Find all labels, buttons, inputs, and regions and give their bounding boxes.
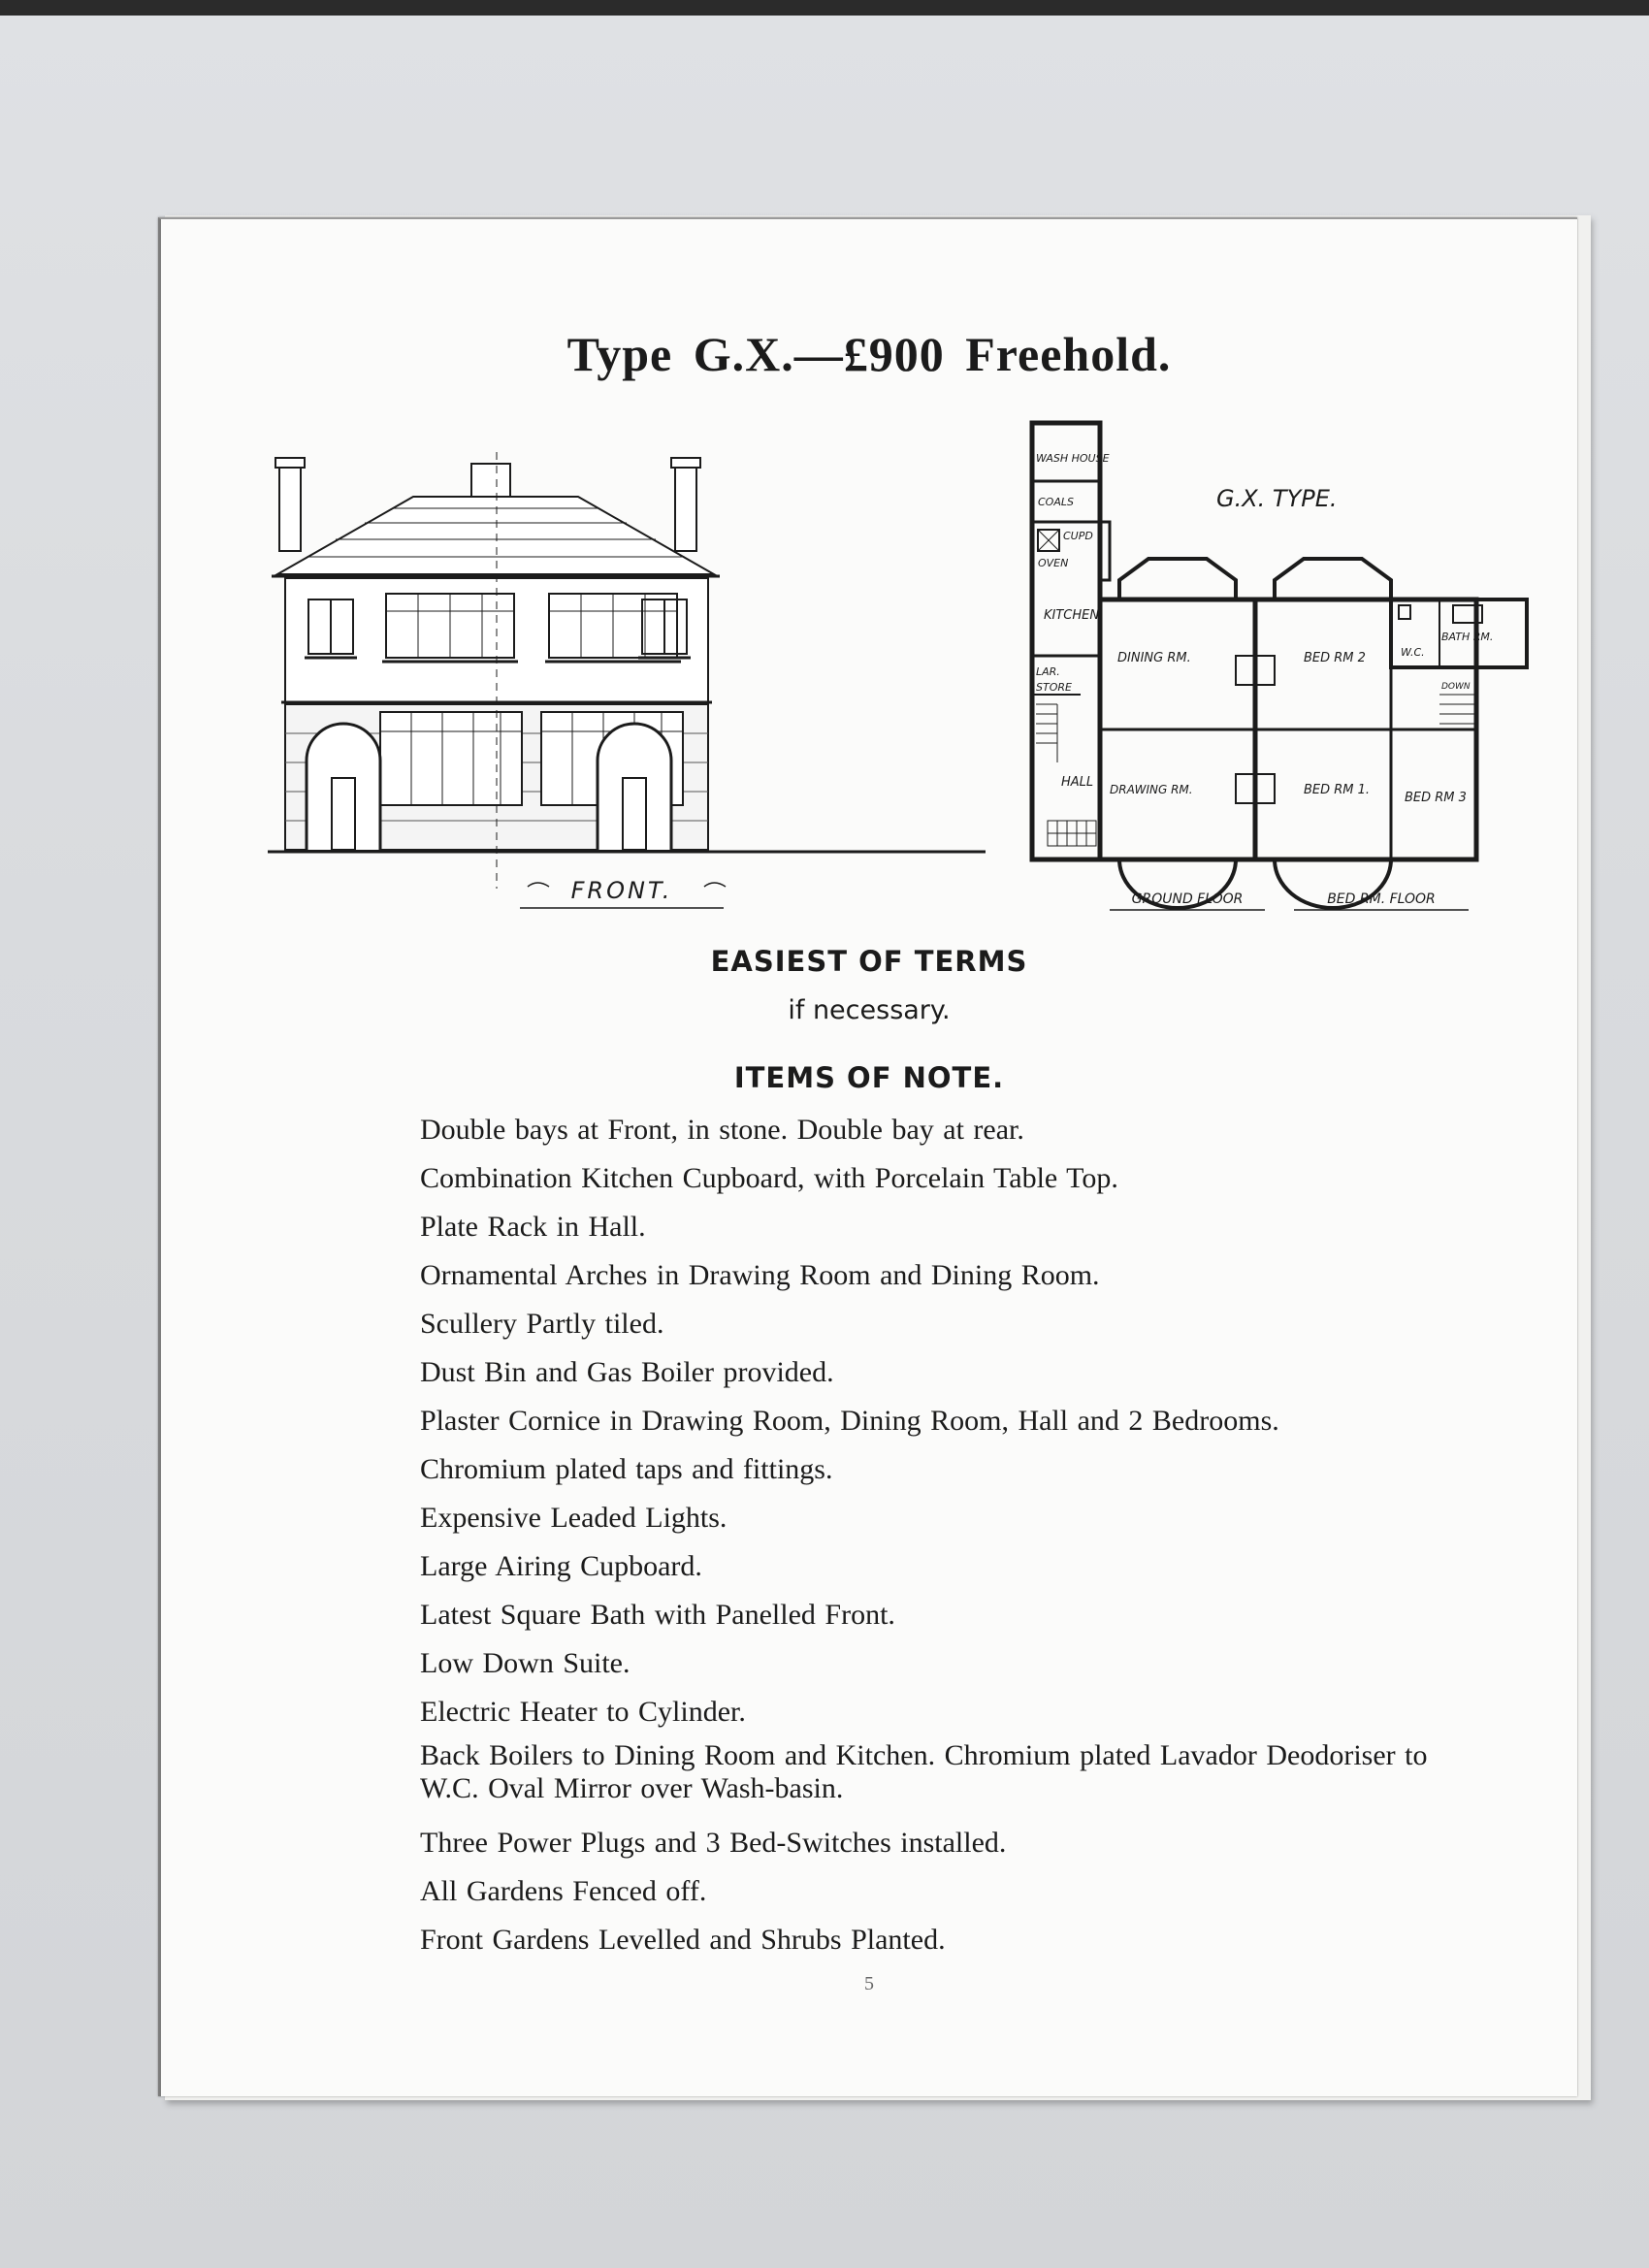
list-item: Front Gardens Levelled and Shrubs Planted. bbox=[420, 1924, 946, 1956]
room-bed2: BED RM 2 bbox=[1304, 651, 1366, 665]
scan-top-edge bbox=[0, 0, 1649, 16]
room-wash-house: WASH HOUSE bbox=[1036, 452, 1110, 465]
room-store: STORE bbox=[1036, 681, 1072, 694]
list-item: Plaster Cornice in Drawing Room, Dining Room, Hall and 2 Bedrooms. bbox=[420, 1405, 1279, 1437]
list-item: Low Down Suite. bbox=[420, 1647, 630, 1679]
room-coals: COALS bbox=[1038, 496, 1074, 508]
room-larder: LAR. bbox=[1036, 665, 1060, 678]
plan-type-label: G.X. TYPE. bbox=[1216, 485, 1338, 512]
items-heading: ITEMS OF NOTE. bbox=[733, 1061, 1005, 1094]
ground-floor-caption: GROUND FLOOR bbox=[1131, 891, 1244, 907]
list-item: Combination Kitchen Cupboard, with Porcelain Table Top. bbox=[420, 1162, 1118, 1194]
room-dining: DINING RM. bbox=[1117, 651, 1191, 665]
room-bed3: BED RM 3 bbox=[1405, 791, 1467, 805]
list-item: Double bays at Front, in stone. Double bay at rear. bbox=[420, 1114, 1024, 1146]
room-bath: BATH RM. bbox=[1441, 631, 1494, 643]
room-cupd: CUPD bbox=[1063, 530, 1093, 542]
page-number: 5 bbox=[864, 1973, 874, 1994]
list-item: Electric Heater to Cylinder. bbox=[420, 1696, 746, 1728]
room-down: DOWN bbox=[1441, 682, 1471, 692]
room-oven: OVEN bbox=[1038, 557, 1069, 569]
list-item: Dust Bin and Gas Boiler provided. bbox=[420, 1356, 834, 1388]
floor-plan-drawing bbox=[1022, 413, 1649, 918]
terms-subheading: if necessary. bbox=[788, 995, 951, 1025]
room-bed1: BED RM 1. bbox=[1304, 783, 1371, 797]
elevation-caption: FRONT. bbox=[570, 877, 673, 904]
brochure-page bbox=[158, 217, 1577, 2096]
room-kitchen: KITCHEN bbox=[1044, 608, 1100, 623]
room-hall: HALL bbox=[1061, 775, 1094, 790]
terms-heading: EASIEST OF TERMS bbox=[710, 945, 1028, 978]
list-item: Latest Square Bath with Panelled Front. bbox=[420, 1599, 895, 1631]
list-item: Ornamental Arches in Drawing Room and Dining Room. bbox=[420, 1259, 1100, 1291]
list-item: Scullery Partly tiled. bbox=[420, 1308, 664, 1340]
list-item: Back Boilers to Dining Room and Kitchen. Chromium plated Lavador Deodoriser to W.C. Oval Mirror over Wash-basin. bbox=[420, 1739, 1428, 1804]
room-drawing: DRAWING RM. bbox=[1110, 783, 1193, 796]
items-list bbox=[420, 1106, 1439, 1964]
list-item: Expensive Leaded Lights. bbox=[420, 1502, 728, 1534]
list-item: Plate Rack in Hall. bbox=[420, 1211, 646, 1243]
list-item: Chromium plated taps and fittings. bbox=[420, 1453, 833, 1485]
list-item: All Gardens Fenced off. bbox=[420, 1875, 707, 1907]
list-item: Three Power Plugs and 3 Bed-Switches installed. bbox=[420, 1827, 1007, 1859]
room-wc: W.C. bbox=[1401, 646, 1425, 659]
bed-floor-caption: BED RM. FLOOR bbox=[1327, 891, 1436, 907]
page-title: Type G.X.—£900 Freehold. bbox=[566, 327, 1172, 381]
list-item: Large Airing Cupboard. bbox=[420, 1550, 702, 1582]
front-elevation-drawing bbox=[268, 433, 986, 918]
